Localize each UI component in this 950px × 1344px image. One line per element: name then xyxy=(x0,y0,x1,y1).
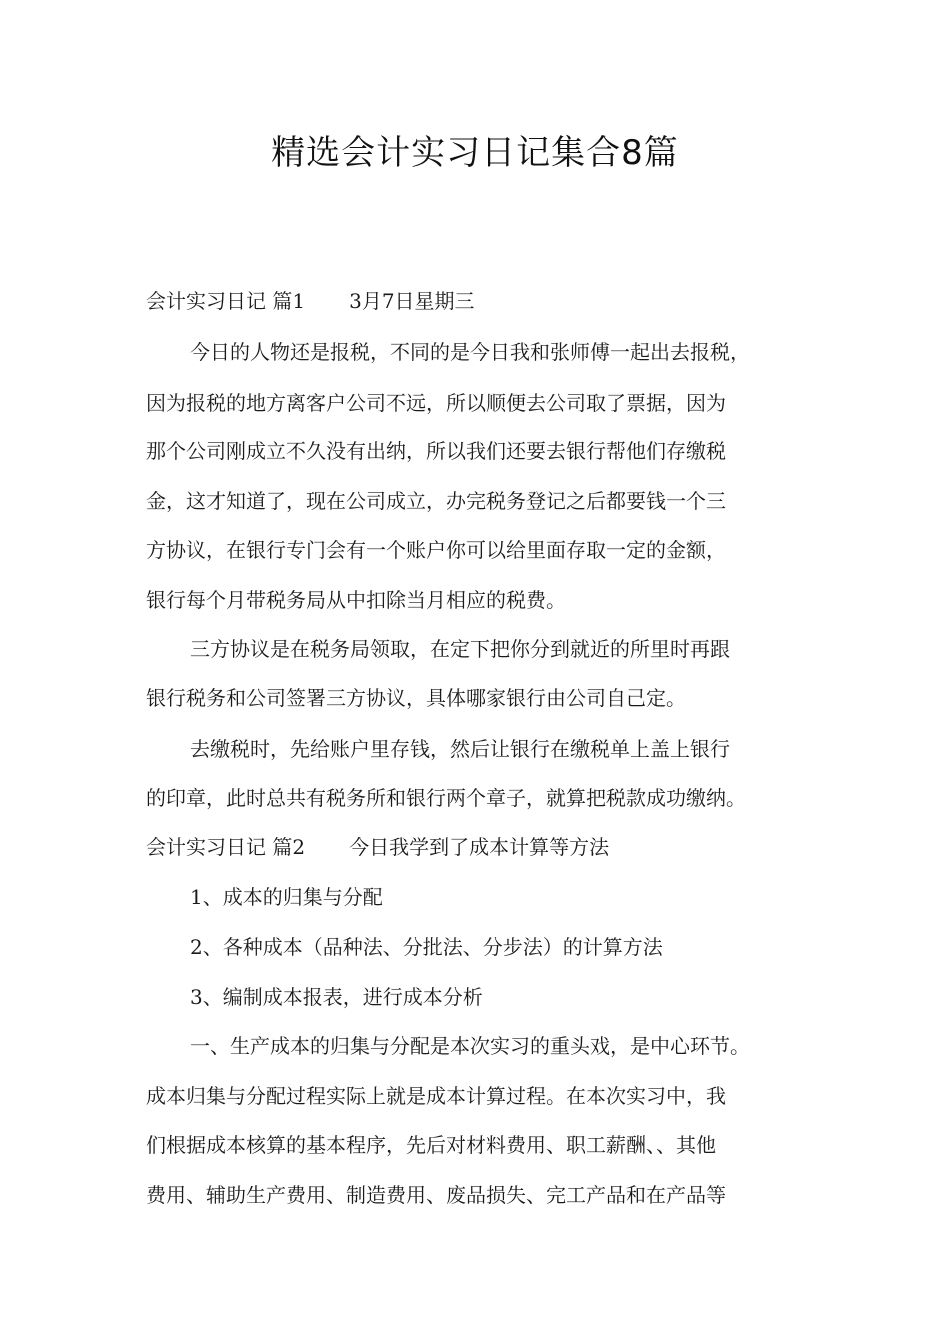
paragraph-line: 去缴税时，先给账户里存钱，然后让银行在缴税单上盖上银行 xyxy=(190,737,730,761)
paragraph-line: 三方协议是在税务局领取，在定下把你分到就近的所里时再跟 xyxy=(190,637,730,661)
paragraph-line: 方协议，在银行专门会有一个账户你可以给里面存取一定的金额， xyxy=(146,538,726,562)
paragraph-line: 一、生产成本的归集与分配是本次实习的重头戏，是中心环节。 xyxy=(190,1034,750,1058)
section-1-heading-date: 3月7日星期三 xyxy=(349,289,475,313)
list-item: 2、各种成本（品种法、分批法、分步法）的计算方法 xyxy=(190,935,663,959)
paragraph-line: 成本归集与分配过程实际上就是成本计算过程。在本次实习中，我 xyxy=(146,1084,726,1108)
paragraph-line: 银行每个月带税务局从中扣除当月相应的税费。 xyxy=(146,588,566,612)
section-2-heading-label: 会计实习日记 篇2 xyxy=(146,835,306,859)
section-2-heading xyxy=(146,832,826,862)
paragraph-line: 今日的人物还是报税，不同的是今日我和张师傅一起出去报税， xyxy=(190,340,750,364)
list-item: 1、成本的归集与分配 xyxy=(190,885,383,909)
section-1-heading-label: 会计实习日记 篇1 xyxy=(146,289,306,313)
paragraph-line: 的印章，此时总共有税务所和银行两个章子，就算把税款成功缴纳。 xyxy=(146,786,746,810)
paragraph-line: 银行税务和公司签署三方协议，具体哪家银行由公司自己定。 xyxy=(146,686,686,710)
paragraph-line: 那个公司刚成立不久没有出纳，所以我们还要去银行帮他们存缴税 xyxy=(146,439,726,463)
section-1-heading xyxy=(146,286,826,316)
list-item: 3、编制成本报表，进行成本分析 xyxy=(190,985,483,1009)
section-2-heading-topic: 今日我学到了成本计算等方法 xyxy=(349,835,610,859)
paragraph-line: 费用、辅助生产费用、制造费用、废品损失、完工产品和在产品等 xyxy=(146,1183,726,1207)
paragraph-line: 们根据成本核算的基本程序，先后对材料费用、职工薪酬、、其他 xyxy=(146,1133,716,1157)
paragraph-line: 金，这才知道了，现在公司成立，办完税务登记之后都要钱一个三 xyxy=(146,489,726,513)
document-title: 精选会计实习日记集合8篇 xyxy=(271,133,679,173)
paragraph-line: 因为报税的地方离客户公司不远，所以顺便去公司取了票据，因为 xyxy=(146,391,726,415)
